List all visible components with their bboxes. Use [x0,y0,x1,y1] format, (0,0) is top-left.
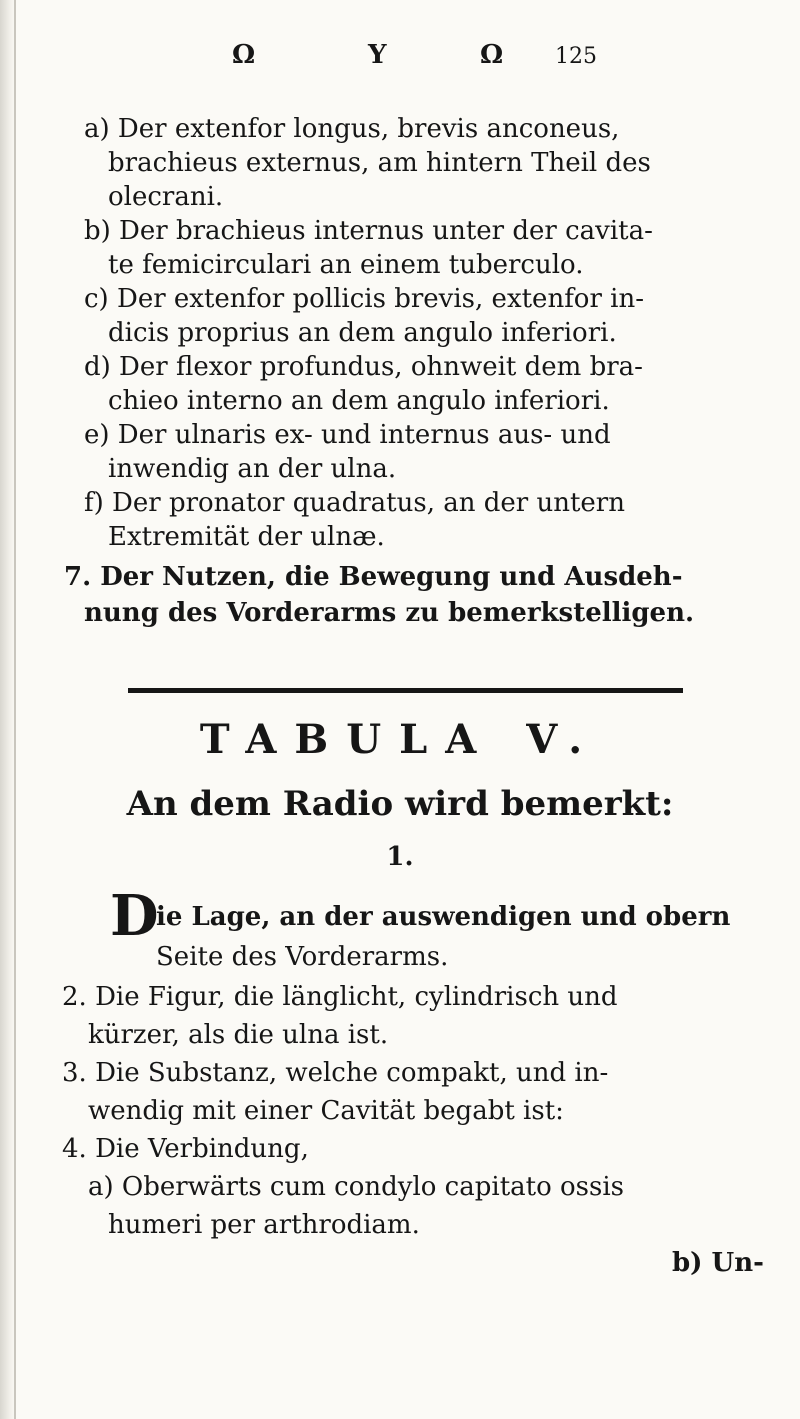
text-line: e) Der ulnaris ex- und internus aus- und [84,420,611,450]
signature-mark-right: Ω [480,40,504,70]
list-item: 4. Die Verbindung, [62,1134,309,1164]
signature-mark-left: Ω [232,40,256,70]
list-item: wendig mit einer Cavität begabt ist: [88,1096,564,1126]
text-line: inwendig an der ulna. [108,454,397,484]
list-item: a) Oberwärts cum condylo capitato ossis [88,1172,625,1202]
binding-line [14,0,16,1419]
page-number: 125 [555,44,597,69]
section-subtitle: An dem Radio wird bemerkt: [126,784,674,824]
text-line: brachieus externus, am hintern Theil des [108,148,651,178]
text-line: f) Der pronator quadratus, an der untern [84,488,625,518]
list-item: kürzer, als die ulna ist. [88,1020,389,1050]
list-item: 3. Die Substanz, welche compakt, und in- [62,1058,609,1088]
text-line: c) Der extenfor pollicis brevis, extenfor in- [84,284,645,314]
text-line: nung des Vorderarms zu bemerkstelligen. [84,598,695,628]
catchword: b) Un- [672,1248,764,1278]
text-line: b) Der brachieus internus unter der cavita- [84,216,653,246]
text-line: chieo interno an dem angulo inferiori. [108,386,610,416]
text-line: d) Der flexor profundus, ohnweit dem bra- [84,352,643,382]
list-item: Seite des Vorderarms. [156,942,449,972]
section-title: TABULA V. [199,716,601,763]
list-item: humeri per arthrodiam. [108,1210,420,1240]
item-number: 1. [386,842,414,872]
text-line: dicis proprius an dem angulo inferiori. [108,318,617,348]
text-line: 7. Der Nutzen, die Bewegung und Ausdeh- [64,562,683,592]
list-item: ie Lage, an der auswendigen und obern [156,902,731,932]
page-header [0,40,800,90]
text-line: a) Der extenfor longus, brevis anconeus, [84,114,620,144]
list-item: 2. Die Figur, die länglicht, cylindrisch und [62,982,618,1012]
section-divider [128,688,683,693]
signature-mark-center: Y [368,40,387,70]
text-line: te femicirculari an einem tuberculo. [108,250,584,280]
drop-cap: D [110,883,159,949]
text-line: olecrani. [108,182,224,212]
text-line: Extremität der ulnæ. [108,522,385,552]
